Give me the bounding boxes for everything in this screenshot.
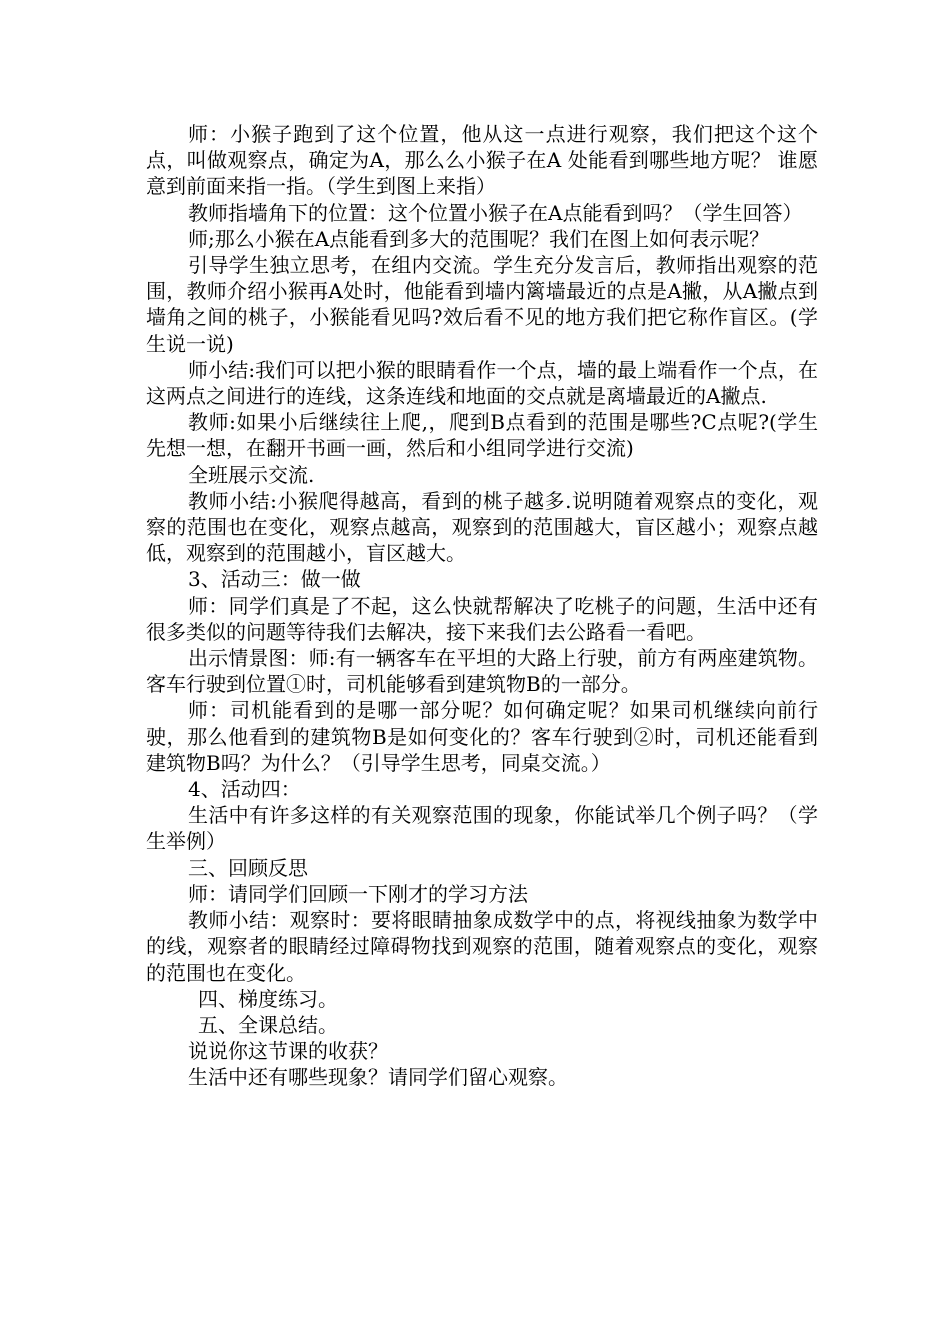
paragraph-wall-corner: 教师指墙角下的位置：这个位置小猴子在A点能看到吗？（学生回答） [188,200,803,225]
paragraph-examples: 生活中有许多这样的有关观察范围的现象，你能试举几个例子吗？（学生举例） [146,803,818,854]
paragraph-range-question: 师;那么小猴在A点能看到多大的范围呢？我们在图上如何表示呢？ [188,226,770,251]
paragraph-teacher-summary-1: 师小结:我们可以把小猴的眼睛看作一个点，墙的最上端看作一个点，在这两点之间进行的连线，这条连线和地面的交点就是离墙最近的A撇点. [146,357,818,409]
paragraph-review-method: 师：请同学们回顾一下刚才的学习方法 [188,881,528,906]
heading-exercises: 四、梯度练习。 [198,986,338,1011]
paragraph-road-intro: 师：同学们真是了不起，这么快就帮解决了吃桃子的问题，生活中还有很多类似的问题等待我们去解决，接下来我们去公路看一看吧。 [146,593,818,644]
paragraph-observe: 生活中还有哪些现象？请同学们留心观察。 [188,1065,568,1090]
heading-summary: 五、全课总结。 [198,1012,338,1037]
paragraph-teacher-summary-3: 教师小结：观察时：要将眼睛抽象成数学中的点，将视线抽象为数学中的线，观察者的眼睛经过障碍物找到观察的范围，随着观察点的变化，观察的范围也在变化。 [146,908,818,985]
paragraph-observation-point: 师：小猴子跑到了这个位置，他从这一点进行观察，我们把这个这个点，叫做观察点，确定为A，那么么小猴子在A 处能看到哪些地方呢？ 谁愿意到前面来指一指。（学生到图上来指） [146,122,818,199]
paragraph-blind-zone: 引导学生独立思考，在组内交流。学生充分发言后，教师指出观察的范围，教师介绍小猴再A处时，他能看到墙内篱墙最近的点是A撇，从A撇点到墙角之间的桃子，小猴能看见吗?效后看不见的地方我们把它称作盲区。(学生说一说) [146,253,818,356]
paragraph-scene: 出示情景图：师:有一辆客车在平坦的大路上行驶，前方有两座建筑物。客车行驶到位置①时，司机能够看到建筑物B的一部分。 [146,646,818,697]
heading-review: 三、回顾反思 [188,855,308,880]
heading-activity-3: 3、活动三：做一做 [188,567,361,592]
paragraph-point-b: 教师:如果小后继续往上爬,，爬到B点看到的范围是哪些?C点呢?(学生先想一想，在翻开书画一画，然后和小组同学进行交流) [146,410,818,461]
paragraph-harvest: 说说你这节课的收获？ [188,1039,388,1064]
paragraph-teacher-summary-2: 教师小结:小猴爬得越高，看到的桃子越多.说明随着观察点的变化，观察的范围也在变化，观察点越高，观察到的范围越大，盲区越小；观察点越低，观察到的范围越小，盲区越大。 [146,488,818,566]
document-body [146,121,818,1091]
paragraph-class-share: 全班展示交流. [188,462,315,487]
paragraph-driver-question: 师：司机能看到的是哪一部分呢？如何确定呢？如果司机继续向前行驶，那么他看到的建筑物B是如何变化的？客车行驶到②时，司机还能看到建筑物B吗？为什么？（引导学生思考，同桌交流。） [146,698,818,775]
heading-activity-4: 4、活动四： [188,777,301,802]
